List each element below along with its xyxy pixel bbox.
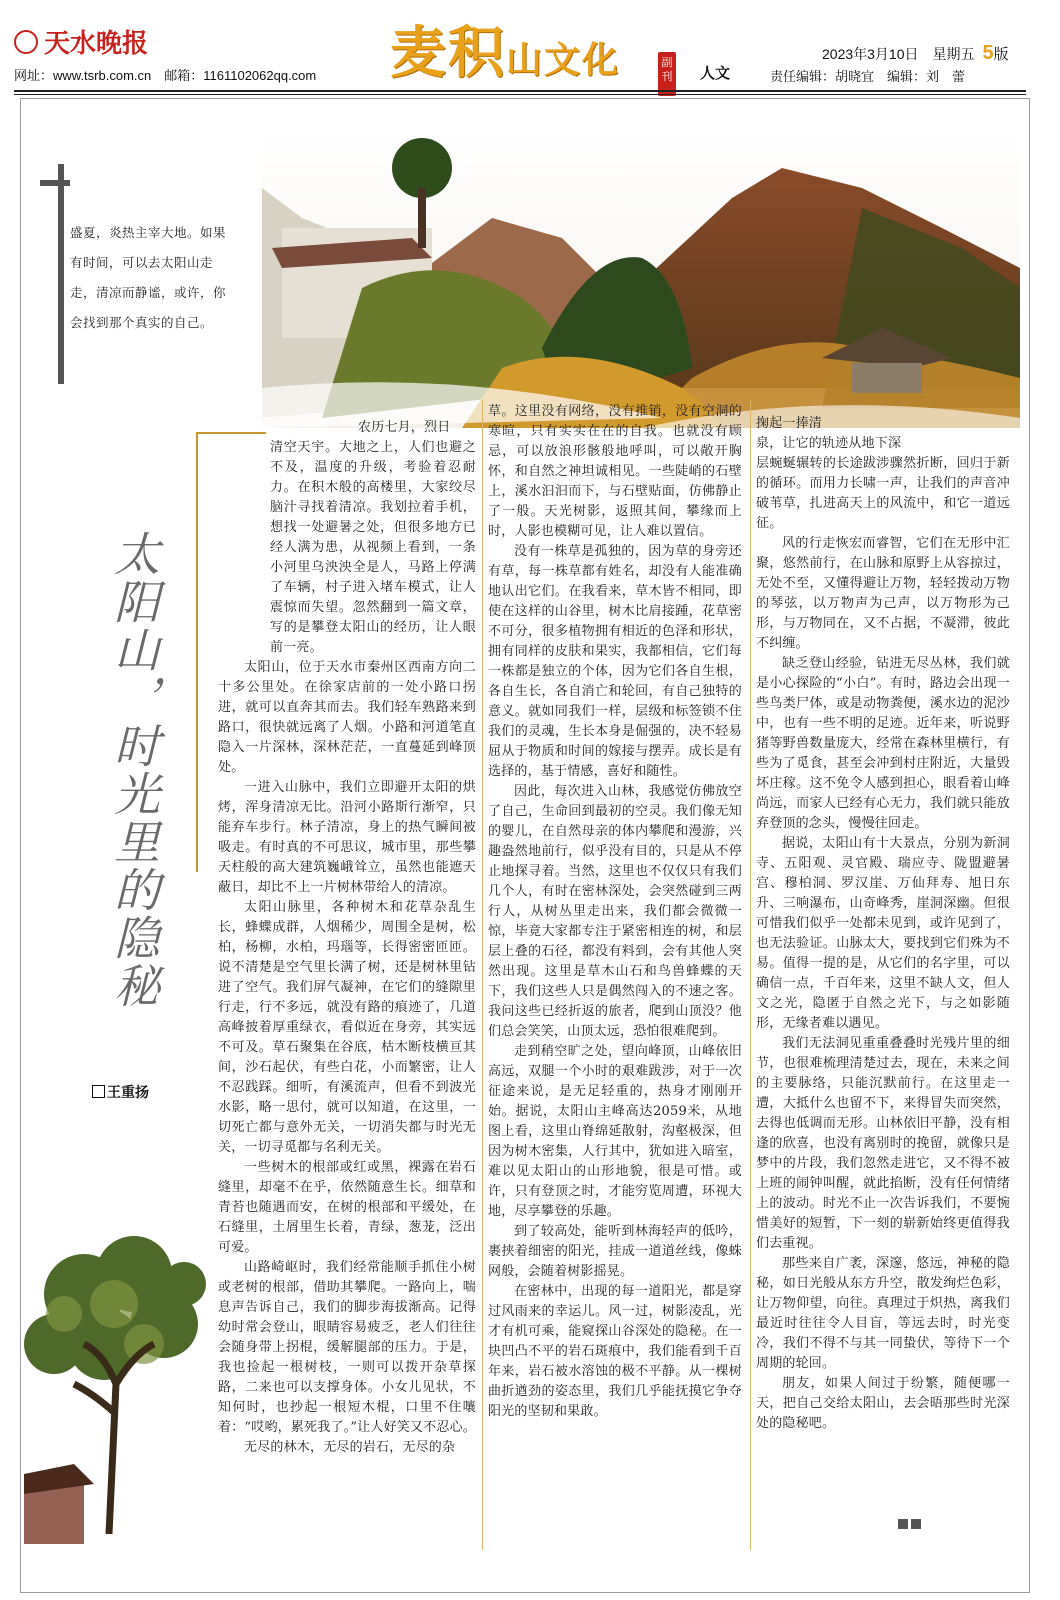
mountain-photo (262, 128, 1020, 428)
masthead-rule-thin (14, 94, 1026, 95)
paragraph: 那些来自广袤，深邃，悠远，神秘的隐秘，如日光般从东方升空，散发绚烂色彩，让万物仰望，向往。真理过于炽热，离我们最近时往往令人目盲，等远去时，时光变冷，我们不得不与其一同蛰伏，等待下一个周期的轮回。 (756, 1256, 1010, 1371)
intro-text: 盛夏，炎热主宰大地。如果有时间，可以去太阳山走走，清凉而静谧，或许，你会找到那个真实的自己。 (70, 225, 227, 330)
paragraph-line: 泉，让它的轨迹从地下深 (756, 436, 902, 451)
paragraph: 我们无法洞见重重叠叠时光残片里的细节，也很难梳理清楚过去，现在，未来之间的主要脉络，只能沉默前行。在这里走一遭，大抵什么也留不下，来得冒失而突然，去得也低调而无形。山林依旧平静，没有相逢的欣喜，也没有离别时的挽留，就像只是梦中的片段，我们忽然走进它，又不得不被上班的闹钟叫醒，就此掐断，没有任何情绪上的波动。时光不止一次告诉我们，不要惋惜美好的短暂，下一刻的崭新始终更值得我们去重视。 (756, 1036, 1010, 1251)
column-title-main: 麦积 (390, 20, 506, 86)
tree-illustration (24, 1234, 206, 1544)
paragraph: 山路崎岖时，我们经常能顺手抓住小树或老树的根部，借助其攀爬。一路向上，喘息声告诉自己，我们的脚步海拔渐高。记得幼时常会登山，眼睛容易疲乏，老人们往往会随身带上拐棍，缓解腿部的压力。于是，我也捡起一根树枝，一则可以拨开杂草探路，二来也可以支撑身体。小女儿见状，不知何时，也抄起一根短木棍，口里不住嚷着：“哎哟，累死我了。”让人好笑又不忍心。 (218, 1260, 476, 1435)
author-byline: 王重扬 (92, 1082, 149, 1102)
paragraph: 农历七月，烈日 (358, 420, 451, 435)
site-contact-line: 网址：www.tsrb.com.cn 邮箱：1161102062qq.com (14, 68, 317, 83)
paragraph: 一进入山脉中，我们立即避开太阳的烘烤，浑身清凉无比。沿河小路斯行渐窄，只能弃车步行。林子清凉，身上的热气瞬间被吸走。有时真的不可思议，城市里，那些攀天柱般的高大建筑巍峨耸立，虽然也能遮天蔽日，却比不上一片树林带给人的清凉。 (218, 780, 476, 895)
paragraph: 草。这里没有网络，没有推销，没有空洞的寒暄，只有实实在在的自我。也就没有顾忌，可以放浪形骸般地呼叫，可以敞开胸怀，和自然之神坦诚相见。一些陡峭的石壁上，溪水汩汩而下，与石壁贴面，仿佛静止了一般。天光树影，返照其间，攀缘而上时，人影也模糊可见，让人难以置信。 (488, 404, 742, 539)
intro-accent-tick (40, 180, 70, 186)
article-column-1 (218, 418, 476, 1458)
end-of-article-mark (898, 1514, 924, 1533)
section-label: 人文 (700, 64, 731, 82)
page-number: 5 (982, 42, 994, 64)
intro-accent-bar (58, 164, 64, 384)
article-column-2 (488, 402, 742, 1422)
paragraph: 一些树木的根部或红或黑，裸露在岩石缝里，却毫不在乎，依然随意生长。细草和青苔也随遇而安，在树的根部和平缓处，在石缝里，土屑里生长着，青绿，葱茏，泛出可爱。 (218, 1160, 476, 1255)
paragraph: 太阳山，位于天水市秦州区西南方向二十多公里处。在徐家店前的一处小路口拐进，就可以直奔其而去。我们轻车熟路来到路口，很快就远离了人烟。小路和河道笔直隐入一片深林，深林茫茫，一直蔓延到峰顶处。 (218, 660, 476, 775)
paragraph: 太阳山脉里，各种树木和花草杂乱生长，蜂蝶成群，人烟稀少，周围全是树，松柏，杨柳，水柏，玛瑙等，长得密密匝匝。说不清楚是空气里长满了树，还是树林里钻进了空气。我们屏气凝神，在它们的缝隙里行走，行不多远，就没有路的痕迹了，几道高峰披着厚重绿衣，看似近在身旁，其实远不可及。草石聚集在谷底，枯木断枝横亘其间，沙石起伏，有些白花，小而繁密，让人不忍践踩。细听，有溪流声，但看不到波光水影，略一思付，就可以知道，在这里，一切死亡都与意外无关，一切消失都与时光无关，一切寻觅都与名利无关。 (218, 900, 476, 1155)
column-divider (482, 400, 483, 1550)
paragraph: 在密林中，出现的每一道阳光，都是穿过风雨来的幸运儿。风一过，树影凌乱，光才有机可乘，能窥探山谷深处的隐秘。在一块凹凸不平的岩石斑痕中，我们能看到千百年来，岩石被水溶蚀的极不平静。从一棵树曲折遒劲的姿态里，我们几乎能抚摸它争夺阳光的坚韧和果敢。 (488, 1284, 742, 1419)
article-column-3 (756, 414, 1010, 1434)
paragraph: 缺乏登山经验，钻进无尽丛林，我们就是小心探险的“小白”。有时，路边会出现一些鸟类尸体，或是动物粪便，溪水边的泥沙中，也有一些不明的足迹。近年来，听说野猪等野兽数量庞大，经常在森林里横行，有些为了觅食，甚至会冲到村庄附近，大量毁坏庄稼。这不免令人感到担心，眼看着山峰尚远，而家人已经有心无力，我们就只能放弃登顶的念头，慢慢往回走。 (756, 656, 1010, 831)
masthead-rule (14, 90, 1026, 92)
paragraph-line: 层蜿蜒辗转的长途跋涉骤然折断，回归于新的循环。而用力长啸一声，让我们的声音冲破苇草，扎进高天上的风流中，和它一道远征。 (756, 456, 1010, 531)
paragraph: 到了较高处，能听到林海轻声的低吟，裹挟着细密的阳光，挂成一道道丝线，像蛛网般，会随着树影摇晃。 (488, 1224, 742, 1279)
column-title-sub: 山文化 (506, 39, 621, 81)
article-headline: 太阳山，时光里的隐秘 (107, 530, 161, 1010)
byline-box-icon (92, 1085, 105, 1098)
paragraph: 走到稍空旷之处，望向峰顶，山峰依旧高远，双腿一个小时的艰难跋涉，对于一次征途来说，是无足轻重的，热身才刚刚开始。据说，太阳山主峰高达2059米，从地图上看，这里山脊绵延散射，沟壑极深，但因为树木密集，人行其中，犹如进入暗室，难以见太阳山的山形地貌，很是可惜。或许，只有登顶之时，才能穷览周遭，环视大地，尽享攀登的乐趣。 (488, 1044, 742, 1219)
newspaper-logo: 天水晚报 (14, 24, 154, 64)
paragraph: 清空天宇。大地之上，人们也避之不及，温度的升级，考验着忍耐力。在积木般的高楼里，大家绞尽脑汁寻找着清凉。我划拉着手机，想找一处避暑之处，但很多地方已经人满为患，从视频上看到，一条小河里乌泱泱全是人，马路上停满了车辆，村子进入堵车模式，让人震惊而失望。忽然翻到一篇文章，写的是攀登太阳山的经历，让人眼前一亮。 (270, 440, 476, 655)
paragraph: 无尽的林木，无尽的岩石，无尽的杂 (244, 1440, 456, 1455)
paragraph: 朋友，如果人间过于纷繁，随便哪一天，把自己交给太阳山，去会晤那些时光深处的隐秘吧。 (756, 1376, 1010, 1431)
paragraph: 据说，太阳山有十大景点，分别为新洞寺、五阳观、灵官殿、瑞应寺、陇盟避暑宫、穆柏洞、罗汉崖、万仙拜寿、旭日东升、三响瀑布，山奇峰秀，崖洞深幽。但很可惜我们似乎一处都未见到，或许见到了，也无法验证。山脉太大，要找到它们殊为不易。值得一提的是，从它们的名字里，可以确信一点，千百年来，这里不缺人文，但人文之光，隐匿于自然之光下，与之如影随形，无缘者难以遇见。 (756, 836, 1010, 1031)
issue-date: 2023年3月10日 星期五 5版 (822, 42, 1009, 64)
column-divider (750, 400, 751, 1550)
supplement-seal: 副刊 (658, 52, 676, 96)
paragraph-line: 掬起一捧清 (756, 416, 823, 431)
paragraph: 风的行走恢宏而睿智，它们在无形中汇聚，悠然前行，在山脉和原野上从容掠过，无处不至，又懂得避让万物，轻轻拨动万物的琴弦，以万物声为己声，以万物形为己形，与万物同在，又不占据，不凝滞，彼此不纠缠。 (756, 536, 1010, 651)
editor-credits: 责任编辑：胡晓宜 编辑：刘 蕾 (770, 70, 966, 85)
paragraph: 没有一株草是孤独的，因为草的身旁还有草，每一株草都有姓名，却没有人能准确地认出它们。在我看来，草木皆不相同，即使在这样的山谷里，树木比肩接踵，花草密不可分，很多植物拥有相近的色泽和形状，拥有同样的皮肤和果实，我都相信，它们每一株都是独立的个体，因为它们各自生根，各自生长，各自消亡和轮回，有自己独特的意义。就如同我们一样，层级和标签锁不住我们的灵魂，生长本身是倔强的，决不轻易屈从于物质和时间的嫁接与摆弄。成长是有选择的，基于情感，喜好和随性。 (488, 544, 742, 779)
accent-line-vertical (196, 432, 198, 872)
column-title (390, 18, 620, 88)
paragraph: 因此，每次进入山林，我感觉仿佛放空了自己，生命回到最初的空灵。我们像无知的婴儿，在自然母亲的体内攀爬和漫游，兴趣盎然地前行，似乎没有目的，只是从不停止地探寻着。当然，这里也不仅仅只有我们几个人，有时在密林深处，会突然碰到三两行人，从树丛里走出来，我们都会微微一惊，毕竟大家都专注于紧密相连的树，和层层上叠的石径，都没有料到，会有其他人突然出现。这里是草木山石和鸟兽蜂蝶的天下，我们这些人只是偶然闯入的不速之客。我问这些已经折返的旅者，爬到山顶没？他们总会笑笑，山顶太远，恐怕很难爬到。 (488, 784, 742, 1039)
logo-emblem-icon (14, 30, 38, 54)
